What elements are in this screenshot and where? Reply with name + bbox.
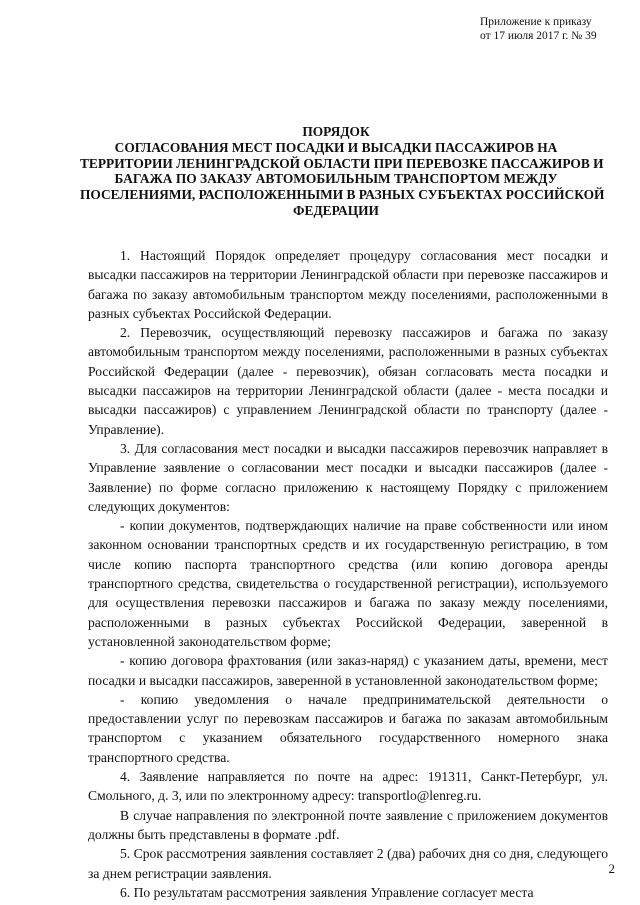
paragraph-4: 4. Заявление направляется по почте на адрес: 191311, Санкт-Петербург, ул. Смольного, д. 3, или по электронному адресу: transportlo@lenreg.ru. bbox=[88, 769, 608, 804]
appendix-reference bbox=[480, 15, 620, 43]
document-body bbox=[88, 246, 608, 902]
title-line: ТЕРРИТОРИИ ЛЕНИНГРАДСКОЙ ОБЛАСТИ ПРИ ПЕРЕВОЗКЕ ПАССАЖИРОВ И bbox=[80, 155, 604, 171]
title-line: СОГЛАСОВАНИЯ МЕСТ ПОСАДКИ И ВЫСАДКИ ПАССАЖИРОВ НА bbox=[114, 139, 558, 155]
title-line: ПОРЯДОК bbox=[302, 124, 370, 139]
appendix-order-date: от 17 июля 2017 г. № 39 bbox=[480, 30, 597, 42]
list-item-business-notice: - копию уведомления о начале предпринимательской деятельности о предоставлении услуг по перевозкам пассажиров и багажа по заказам автомобильным транспортом с указанием обязательного государственного номерного знака транспортного средства. bbox=[88, 691, 608, 765]
list-item-vehicle-documents: - копии документов, подтверждающих наличие на праве собственности или ином законном основании транспортных средств и их государственную регистрацию, в том числе копию паспорта транспортного средства (или копию договора аренды транспортного средства, свидетельства о государственной регистрации), используемого для осуществления перевозки пассажиров и багажа по заказу между поселениями, расположенными в разных субъектах Российской Федерации, заверенной в установленной законодательством форме; bbox=[88, 518, 608, 649]
appendix-line: Приложение к приказу bbox=[480, 16, 592, 28]
title-line: ПОСЕЛЕНИЯМИ, РАСПОЛОЖЕННЫМИ В РАЗНЫХ СУБЪЕКТАХ РОССИЙСКОЙ bbox=[80, 187, 605, 203]
list-item-charter-contract: - копию договора фрахтования (или заказ-наряд) с указанием даты, времени, мест посадки и высадки пассажиров, заверенной в установленной законодательством форме; bbox=[88, 653, 608, 688]
paragraph-6: 6. По результатам рассмотрения заявления Управление согласует места bbox=[120, 884, 534, 900]
paragraph-5: 5. Срок рассмотрения заявления составляет 2 (два) рабочих дня со дня, следующего за днем регистрации заявления. bbox=[88, 846, 608, 881]
paragraph-3: 3. Для согласования мест посадки и высадки пассажиров перевозчик направляет в Управление заявление о согласовании мест посадки и высадки пассажиров (далее - Заявление) по форме согласно приложению к настоящему Порядку с приложением следующих документов: bbox=[88, 440, 608, 514]
paragraph-1: 1. Настоящий Порядок определяет процедуру согласования мест посадки и высадки пассажиров на территории Ленинградской области при перевозке пассажиров и багажа по заказу автомобильным транспортом между поселениями, расположенными в разных субъектах Российской Федерации. bbox=[88, 248, 608, 321]
title-line: ФЕДЕРАЦИИ bbox=[293, 202, 379, 218]
document-title bbox=[80, 124, 605, 219]
page-number: 2 bbox=[608, 861, 615, 876]
paragraph-2: 2. Перевозчик, осуществляющий перевозку пассажиров и багажа по заказу автомобильным транспортом между поселениями, расположенными в разных субъектах Российской Федерации (далее - перевозчик), обязан согласовать места посадки и высадки пассажиров на территории Ленинградской области (далее - места посадки и высадки пассажиров) с управлением Ленинградской области по транспорту (далее - Управление). bbox=[88, 325, 608, 437]
paragraph-email-note: В случае направления по электронной почте заявление с приложением документов должны быть представлены в формате .pdf. bbox=[88, 807, 608, 842]
title-line: БАГАЖА ПО ЗАКАЗУ АВТОМОБИЛЬНЫМ ТРАНСПОРТОМ МЕЖДУ bbox=[114, 171, 558, 187]
